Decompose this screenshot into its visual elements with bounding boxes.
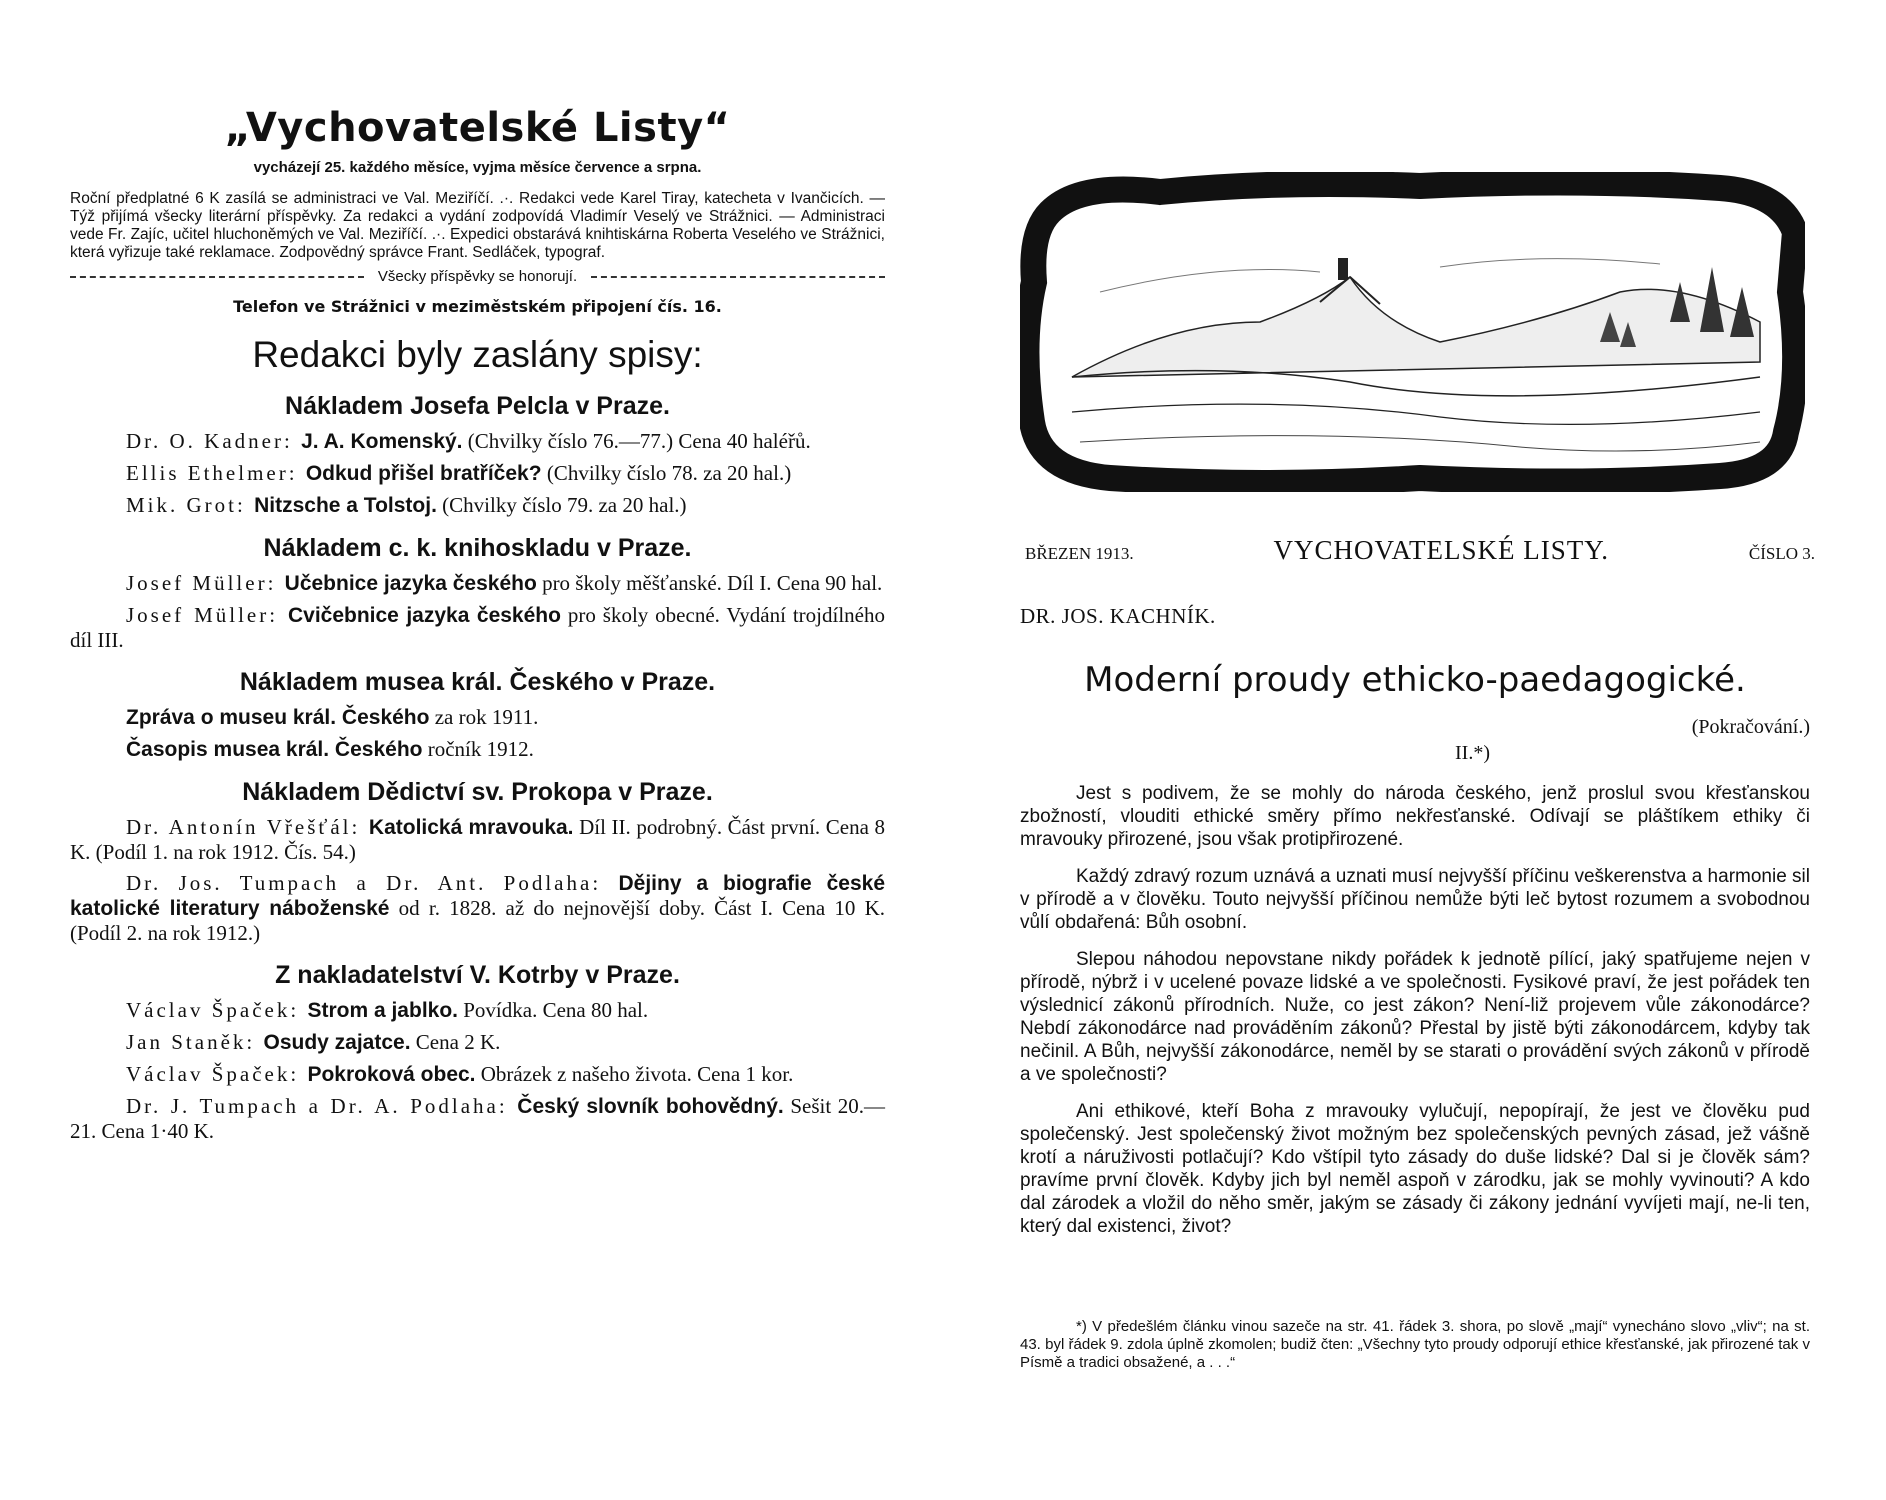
article-author: DR. JOS. KACHNÍK. (1020, 604, 1216, 628)
landscape-vignette (1020, 172, 1805, 492)
publication-info: Roční předplatné 6 K zasílá se administraci ve Val. Meziříčí. .·. Redakci vede Karel Tiray, katecheta v Ivančicích. — Týž přijímá všecky literární příspěvky. Za redakci a vydání zodpovídá Vladimír Veselý ve Strážnici. — Administraci vede Fr. Zajíc, učitel hluchoněmých ve Val. Meziříčí. .·. Expedici obstarává knihtiskárna Roberta Veselého ve Strážnici, která vyřizuje také reklamace. Zodpovědný správce Frant. Sedláček, typograf. (70, 190, 885, 261)
running-head-issue: ČÍSLO 3. (1748, 544, 1815, 563)
book-title: Časopis musea král. Českého (126, 738, 423, 761)
dashed-rule-left (70, 276, 364, 278)
book-details: Díl II. podrobný. Část první. Cena 8 K. (Podíl 1. na rok 1912. Čís. 54.) (70, 815, 885, 864)
running-head-journal: VYCHOVATELSKÉ LISTY. (1273, 535, 1609, 565)
book-details: (Chvilky číslo 78. za 20 hal.) (541, 461, 792, 485)
book-author: Ellis Ethelmer: (126, 461, 306, 485)
book-details: (Chvilky číslo 79. za 20 hal.) (436, 493, 687, 517)
book-author: Dr. Jos. Tumpach a Dr. Ant. Podlaha: (126, 871, 619, 895)
footnote: *) V předešlém článku vinou sazeče na str. 41. řádek 3. shora, po slově „mají“ vynecháno slovo „vliv“; na st. 43. byl řádek 9. zdola úplně zkomolen; budiž čten: „Všechny tyto proudy odporují ethice křesťanské, jak přirozené tak v Písmě a tradici obsažené, a . . .“ (1020, 1318, 1810, 1371)
article-title: Moderní proudy ethicko-paedagogické. (1084, 660, 1746, 700)
book-author: Jan Staněk: (126, 1030, 264, 1054)
book-details: Cena 2 K. (410, 1030, 501, 1054)
book-details: Obrázek z našeho života. Cena 1 kor. (475, 1062, 794, 1086)
book-entry (70, 461, 885, 486)
book-author: Václav Špaček: (126, 998, 308, 1022)
book-author: Dr. O. Kadner: (126, 429, 302, 453)
book-title: Zpráva o museu král. Českého (126, 706, 430, 729)
book-details: od r. 1828. až do nejnovější doby. Část I. Cena 10 K. (Podíl 2. na rok 1912.) (70, 896, 885, 945)
book-title: Katolická mravouka. (368, 816, 574, 839)
honorar-text: Všecky příspěvky se honorují. (377, 268, 578, 285)
publisher-heading: Nákladem Dědictví sv. Prokopa v Praze. (242, 778, 713, 806)
book-title: Nitzsche a Tolstoj. (254, 494, 437, 517)
book-entry (70, 571, 885, 596)
book-title: Český slovník bohovědný. (517, 1095, 784, 1118)
book-title: Cvičebnice jazyka českého (287, 604, 561, 627)
book-entry (70, 1062, 885, 1087)
book-details: pro školy měšťanské. Díl I. Cena 90 hal. (536, 571, 883, 595)
book-author: Dr. Antonín Vřešťál: (126, 815, 369, 839)
publisher-heading: Nákladem musea král. Českého v Praze. (239, 668, 716, 696)
book-title: Dějiny a biografie české katolické literatury náboženské (70, 872, 885, 920)
paragraph: Jest s podivem, že se mohly do národa českého, jenž proslul svou křesťanskou zbožností, vlouditi ethické směry přímo nekřesťanské. Odívají se pláštíkem ethiky či mravouky přirozené, jsou však protipřirozené. (1020, 783, 1810, 850)
book-details: pro školy obecné. Vydání trojdílného díl III. (70, 603, 885, 652)
running-head (1025, 535, 1815, 566)
publisher-heading: Nákladem c. k. knihoskladu v Praze. (263, 534, 692, 562)
book-entry (70, 1094, 885, 1143)
left-page (70, 105, 885, 1150)
book-details: Povídka. Cena 80 hal. (458, 998, 649, 1022)
publisher-heading: Nákladem Josefa Pelcla v Praze. (285, 392, 670, 420)
honorar-line (70, 268, 885, 285)
book-title: Strom a jablko. (307, 999, 458, 1022)
book-entry (70, 737, 885, 762)
book-author: Dr. J. Tumpach a Dr. A. Podlaha: (126, 1094, 518, 1118)
book-entry (70, 815, 885, 864)
masthead: „Vychovatelské Listy“ (224, 105, 731, 151)
book-entry (70, 603, 885, 652)
book-details: ročník 1912. (422, 737, 534, 761)
telephone-note: Telefon ve Strážnici v meziměstském připojení čís. 16. (233, 297, 722, 316)
publisher-list (70, 392, 885, 1143)
book-title: J. A. Komenský. (301, 430, 463, 453)
paragraph: Slepou náhodou nepovstane nikdy pořádek k jednotě pílící, jaký spatřujeme nejen v přírodě, nýbrž i v ucelené povaze lidské a ve společnosti. Fysikové praví, že jest pořádek ten výslednicí zákonů přírodních. Nuže, co jest zákon? Není-liž projevem vůle zákonodárce? Nebdí zákonodárce nad prováděním zákonů? Přestal by jistě býti zákonodárcem, kdyby tak nečinil. A Bůh, nejvyšší zákonodárce, neměl by se starati o provádění svých zákonů v přírodě a ve společnosti? (1020, 949, 1810, 1085)
article-body (1020, 782, 1810, 1252)
section-title: Redakci byly zaslány spisy: (252, 334, 703, 375)
book-author: Josef Müller: (126, 603, 288, 627)
book-title: Učebnice jazyka českého (284, 572, 537, 595)
book-author: Josef Müller: (126, 571, 285, 595)
book-title: Osudy zajatce. (263, 1031, 411, 1054)
book-author: Mik. Grot: (126, 493, 255, 517)
book-entry (70, 998, 885, 1023)
book-author: Václav Špaček: (126, 1062, 308, 1086)
paragraph: Ani ethikové, kteří Boha z mravouky vylučují, nepopírají, že jest ve člověku pud společenský. Jest společenský život možným bez společenských pevných zásad, jež vášně krotí a náruživosti potlačují? Kdo vštípil tyto zásady do duše lidské? Dal si je člověk sám? pravíme první člověk. Kdyby jich byl neměl aspoň v zárodku, jak se mohly vyvinouti? A kdo dal zárodek a vložil do něho směr, jakým se zásady či zákony jednání vyvíjeti mají, ne-li ten, který dal existenci, život? (1020, 1101, 1810, 1237)
publisher-heading: Z nakladatelství V. Kotrby v Praze. (275, 961, 680, 989)
paragraph: Každý zdravý rozum uznává a uznati musí nejvyšší příčinu veškerenstva a harmonie sil v přírodě a v člověku. Touto nejvyšší příčinou nemůže býti leč bytost rozumem a svobodnou vůlí obdařená: Bůh osobní. (1020, 866, 1810, 933)
continuation-note: (Pokračování.) (1691, 716, 1810, 738)
book-title: Pokroková obec. (307, 1063, 476, 1086)
book-details: Sešit 20.—21. Cena 1·40 K. (70, 1094, 885, 1143)
book-entry (70, 1030, 885, 1055)
dashed-rule-right (591, 276, 885, 278)
part-number: II.*) (1455, 742, 1490, 764)
masthead-subtitle: vycházejí 25. každého měsíce, vyjma měsíce července a srpna. (253, 159, 702, 176)
book-entry (70, 705, 885, 730)
book-details: za rok 1911. (429, 705, 539, 729)
book-details: (Chvilky číslo 76.—77.) Cena 40 haléřů. (462, 429, 811, 453)
book-entry (70, 493, 885, 518)
book-entry (70, 871, 885, 945)
book-title: Odkud přišel bratříček? (305, 462, 542, 485)
running-head-date: BŘEZEN 1913. (1025, 544, 1134, 563)
book-entry (70, 429, 885, 454)
